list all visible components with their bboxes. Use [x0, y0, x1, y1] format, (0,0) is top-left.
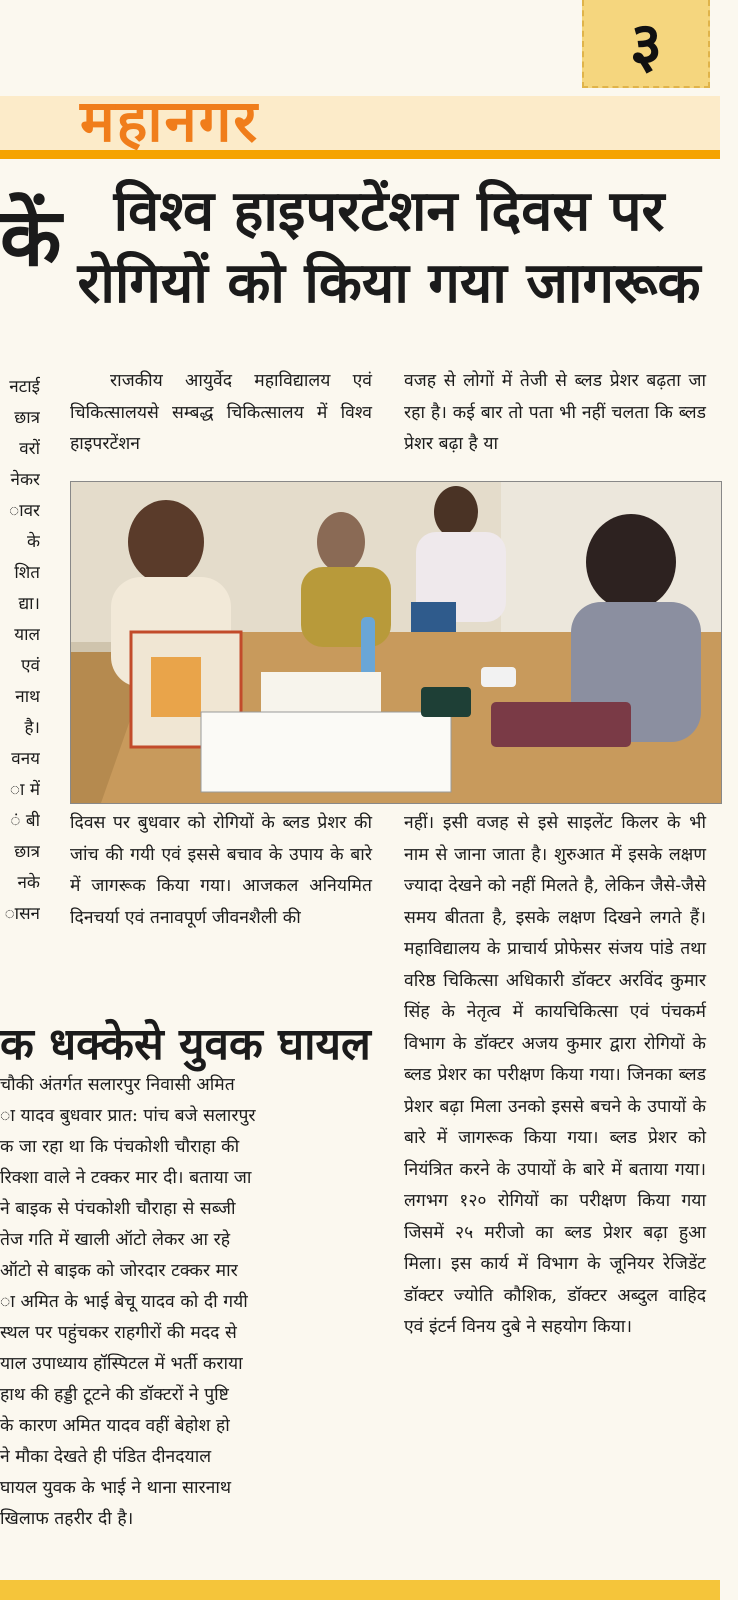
left-fragment-heading: कें — [0, 191, 62, 284]
left-fragment-line: है। — [24, 718, 40, 738]
left-fragment-line: ं बी — [10, 811, 40, 831]
left-fragment-line: के — [26, 532, 40, 552]
second-story-line: के कारण अमित यादव वहीं बेहोश हो — [0, 1416, 230, 1436]
headline — [0, 176, 738, 320]
photo-illustration — [71, 482, 721, 803]
second-story-line: रिक्शा वाले ने टक्कर मार दी। बताया जा — [0, 1168, 252, 1188]
second-story-body — [0, 1070, 378, 1535]
left-fragment-line: एवं — [21, 656, 40, 676]
second-story-line: ा अमित के भाई बेचू यादव को दी गयी — [0, 1292, 248, 1312]
left-fragment-line: वनय — [11, 749, 40, 769]
second-story-line: स्थल पर पहुंचकर राहगीरों की मदद से — [0, 1323, 237, 1343]
left-fragment-line: नटाई — [9, 377, 40, 397]
second-story-line: हाथ की हड्डी टूटने की डॉक्टरों ने पुष्टि — [0, 1385, 229, 1405]
left-fragment-line: ा में — [9, 780, 40, 800]
headline-line-1: विश्व हाइपरटेंशन दिवस पर — [113, 179, 665, 244]
second-story-line: क जा रहा था कि पंचकोशी चौराहा की — [0, 1137, 240, 1157]
page-number-box — [582, 0, 710, 88]
second-story-line: खिलाफ तहरीर दी है। — [0, 1509, 134, 1529]
left-fragment-line: ावर — [9, 501, 40, 521]
second-story-line: ने बाइक से पंचकोशी चौराहा से सब्जी — [0, 1199, 236, 1219]
second-story-line: घायल युवक के भाई ने थाना सारनाथ — [0, 1478, 232, 1498]
headline-line-2: रोगियों को किया गया जागरूक — [77, 251, 701, 316]
left-fragment-line: नके — [17, 873, 40, 893]
article-photo — [70, 481, 722, 804]
left-fragment-line: नाथ — [15, 687, 40, 707]
second-story-headline: क धक्केसे युवक घायल — [0, 1019, 371, 1070]
second-story-line: तेज गति में खाली ऑटो लेकर आ रहे — [0, 1230, 231, 1250]
second-story-line: चौकी अंतर्गत सलारपुर निवासी अमित — [0, 1075, 235, 1095]
second-story-line: ने मौका देखते ही पंडित दीनदयाल — [0, 1447, 212, 1467]
second-story-line: ा यादव बुधवार प्रात: पांच बजे सलारपुर — [0, 1106, 256, 1126]
left-fragment-line: ासन — [4, 904, 40, 924]
second-story-line: ऑटो से बाइक को जोरदार टक्कर मार — [0, 1261, 238, 1281]
second-story-line: याल उपाध्याय हॉस्पिटल में भर्ती कराया — [0, 1354, 243, 1374]
page-number: ३ — [629, 8, 663, 81]
article-col2-top: वजह से लोगों में तेजी से ब्लड प्रेशर बढ़ता जा रहा है। कई बार तो पता भी नहीं चलता कि ब्लड प्रेशर बढ़ा है या — [404, 371, 706, 454]
left-fragment-line: याल — [14, 625, 40, 645]
section-title: महानगर — [80, 87, 260, 155]
article-col1-top: राजकीय आयुर्वेद महाविद्यालय एवं चिकित्सालयसे सम्बद्ध चिकित्सालय में विश्व हाइपरटेंशन — [70, 371, 372, 454]
left-fragment-line: शित — [14, 563, 40, 583]
left-fragment-line: नेकर — [10, 470, 40, 490]
article-col2-bottom: नहीं। इसी वजह से इसे साइलेंट किलर के भी नाम से जाना जाता है। शुरुआत में इसके लक्षण ज्यादा देखने को नहीं मिलते है, लेकिन जैसे-जैसे समय बीतता है, इसके लक्षण दिखने लगते हैं। महाविद्यालय के प्राचार्य प्रोफेसर संजय पांडे तथा वरिष्ठ चिकित्सा अधिकारी डॉक्टर अरविंद कुमार सिंह के नेतृत्व में कायचिकित्सा एवं पंचकर्म विभाग के डॉक्टर अजय कुमार द्वारा रोगियों के ब्लड प्रेशर का परीक्षण किया गया। जिनका ब्लड प्रेशर बढ़ा मिला उनको इससे बचने के उपायों के बारे में जागरूक किया गया। ब्लड प्रेशर को नियंत्रित करने के उपायों के बारे में बताया गया। लगभग १२० रोगियों का परीक्षण किया गया जिसमें २५ मरीजो का ब्लड प्रेशर बढ़ा हुआ मिला। इस कार्य में विभाग के जूनियर रेजिडेंट डॉक्टर ज्योति कौशिक, डॉक्टर अब्दुल वाहिद एवं इंटर्न विनय दुबे ने सहयोग किया। — [404, 813, 706, 1337]
left-column-fragments — [0, 372, 40, 930]
left-fragment-line: वरों — [19, 439, 40, 459]
footer-strip — [0, 1580, 720, 1600]
article-col1-bottom: दिवस पर बुधवार को रोगियों के ब्लड प्रेशर की जांच की गयी एवं इससे बचाव के उपाय के बारे में जागरूक किया गया। आजकल अनियमित दिनचर्या एवं तनावपूर्ण जीवनशैली की — [70, 813, 372, 928]
left-fragment-line: छात्र — [14, 842, 40, 862]
left-fragment-line: छात्र — [14, 408, 40, 428]
left-fragment-line: द्या। — [18, 594, 40, 614]
